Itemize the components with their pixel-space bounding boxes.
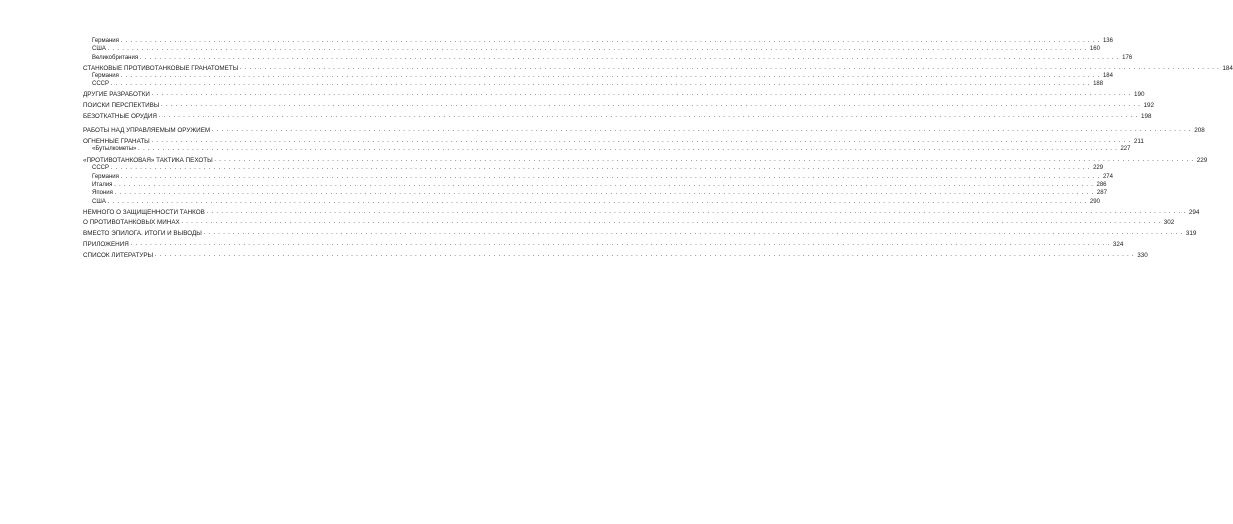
toc-entry bbox=[83, 218, 1175, 227]
toc-leader-dots: ........................................................................................................................................................................................................ bbox=[160, 101, 1143, 108]
toc-page-number: 188 bbox=[1093, 80, 1104, 87]
toc-page-number: 330 bbox=[1137, 251, 1148, 259]
toc-entry-title: ОГНЕННЫЕ ГРАНАТЫ bbox=[83, 138, 150, 145]
toc-page-number: 211 bbox=[1133, 138, 1144, 145]
toc-entry-title: Великобритания bbox=[92, 54, 139, 61]
toc-entry-title: Германия bbox=[92, 173, 119, 180]
toc-leader-dots: ........................................................................................................................................................................................................ bbox=[113, 181, 1096, 188]
toc-entry-title: ВМЕСТО ЭПИЛОГА. ИТОГИ И ВЫВОДЫ bbox=[83, 230, 202, 237]
toc-page-number: 198 bbox=[1141, 112, 1152, 120]
toc-leader-dots: ........................................................................................................................................................................................................ bbox=[119, 38, 1102, 44]
toc-entry bbox=[92, 54, 1133, 63]
toc-page-number: 176 bbox=[1122, 54, 1133, 61]
toc-page-number: 324 bbox=[1112, 240, 1124, 248]
toc-leader-dots: ........................................................................................................................................................................................................ bbox=[119, 173, 1102, 180]
toc-entry-title: ДРУГИЕ РАЗРАБОТКИ bbox=[83, 91, 150, 98]
toc-leader-dots: ........................................................................................................................................................................................................ bbox=[154, 251, 1137, 258]
toc-leader-dots: ........................................................................................................................................................................................................ bbox=[110, 165, 1093, 172]
toc-entry-title: ПОИСКИ ПЕРСПЕКТИВЫ bbox=[83, 101, 160, 109]
toc-page-number: 229 bbox=[1093, 165, 1104, 172]
toc-page-number: 302 bbox=[1163, 219, 1175, 227]
toc-entry-title: Германия bbox=[92, 72, 119, 79]
toc-leader-dots: ........................................................................................................................................................................................................ bbox=[205, 208, 1188, 215]
toc-leader-dots: ........................................................................................................................................................................................................ bbox=[110, 80, 1093, 87]
toc-leader-dots: ........................................................................................................................................................................................................ bbox=[150, 138, 1133, 144]
toc-leader-dots: ........................................................................................................................................................................................................ bbox=[129, 240, 1112, 247]
toc-page-number: 286 bbox=[1096, 181, 1107, 188]
toc-entry bbox=[92, 145, 1131, 154]
toc-entry-title: СССР bbox=[92, 80, 110, 87]
toc-page-number: 208 bbox=[1194, 126, 1205, 134]
toc-page-number: 229 bbox=[1196, 157, 1208, 164]
toc-page-number: 287 bbox=[1096, 190, 1107, 197]
toc-leader-dots: ........................................................................................................................................................................................................ bbox=[137, 146, 1120, 153]
toc-entry-title: СПИСОК ЛИТЕРАТУРЫ bbox=[83, 251, 154, 259]
toc-leader-dots: ........................................................................................................................................................................................................ bbox=[180, 219, 1163, 226]
toc-page-number: 274 bbox=[1102, 173, 1113, 180]
toc-entry-title: СТАНКОВЫЕ ПРОТИВОТАНКОВЫЕ ГРАНАТОМЕТЫ bbox=[83, 64, 239, 72]
toc-entry bbox=[83, 229, 1197, 238]
toc-entry bbox=[92, 80, 1104, 89]
toc-entry bbox=[83, 251, 1148, 260]
toc-entry-title: Япония bbox=[92, 190, 113, 197]
toc-page-number: 160 bbox=[1089, 46, 1100, 53]
toc-entry-title: США bbox=[92, 198, 106, 205]
toc-entry-title: НЕМНОГО О ЗАЩИЩЕННОСТИ ТАНКОВ bbox=[83, 208, 205, 216]
toc-entry-title: Италия bbox=[92, 181, 113, 188]
toc-entry-title: Германия bbox=[92, 38, 119, 44]
toc-leader-dots: ........................................................................................................................................................................................................ bbox=[106, 46, 1089, 53]
toc-page-number: 290 bbox=[1089, 198, 1100, 205]
toc-entry-title: ПРИЛОЖЕНИЯ bbox=[83, 240, 129, 248]
toc-leader-dots: ........................................................................................................................................................................................................ bbox=[139, 54, 1122, 61]
toc-leader-dots: ........................................................................................................................................................................................................ bbox=[119, 72, 1102, 79]
toc-entry-title: РАБОТЫ НАД УПРАВЛЯЕМЫМ ОРУЖИЕМ bbox=[83, 126, 211, 134]
toc-leader-dots: ........................................................................................................................................................................................................ bbox=[150, 91, 1133, 97]
toc-entry bbox=[83, 112, 1152, 121]
toc-leader-dots: ........................................................................................................................................................................................................ bbox=[211, 126, 1194, 133]
toc-entry bbox=[83, 90, 1145, 99]
toc-leader-dots: ........................................................................................................................................................................................................ bbox=[113, 190, 1096, 197]
toc-entry-title: О ПРОТИВОТАНКОВЫХ МИНАХ bbox=[83, 219, 180, 227]
toc-entry bbox=[83, 208, 1200, 217]
toc-leader-dots: ........................................................................................................................................................................................................ bbox=[157, 112, 1141, 119]
toc-entry bbox=[92, 198, 1100, 207]
toc-entry bbox=[83, 126, 1205, 135]
toc-page-number: 294 bbox=[1188, 208, 1200, 216]
toc-page-number: 136 bbox=[1102, 38, 1113, 44]
toc-entry-title: «Бутылкометы» bbox=[92, 146, 137, 153]
toc-page-number: 227 bbox=[1120, 146, 1131, 153]
toc-entry-title: «ПРОТИВОТАНКОВАЯ» ТАКТИКА ПЕХОТЫ bbox=[83, 157, 213, 164]
toc-leader-dots: ........................................................................................................................................................................................................ bbox=[202, 230, 1185, 236]
toc-leader-dots: ........................................................................................................................................................................................................ bbox=[239, 64, 1222, 71]
toc-entry-title: БЕЗОТКАТНЫЕ ОРУДИЯ bbox=[83, 112, 157, 120]
toc-leader-dots: ........................................................................................................................................................................................................ bbox=[213, 157, 1196, 163]
toc-page-number: 184 bbox=[1222, 64, 1233, 72]
toc-leader-dots: ........................................................................................................................................................................................................ bbox=[106, 198, 1089, 205]
toc-page-number: 190 bbox=[1133, 91, 1145, 98]
toc-entry-title: СССР bbox=[92, 165, 110, 172]
toc-page-number: 184 bbox=[1102, 72, 1113, 79]
toc-page-number: 192 bbox=[1143, 101, 1154, 109]
toc-page-number: 319 bbox=[1185, 230, 1197, 237]
toc-entry bbox=[83, 101, 1154, 110]
toc-entry-title: США bbox=[92, 46, 106, 53]
toc-entry bbox=[83, 240, 1124, 249]
